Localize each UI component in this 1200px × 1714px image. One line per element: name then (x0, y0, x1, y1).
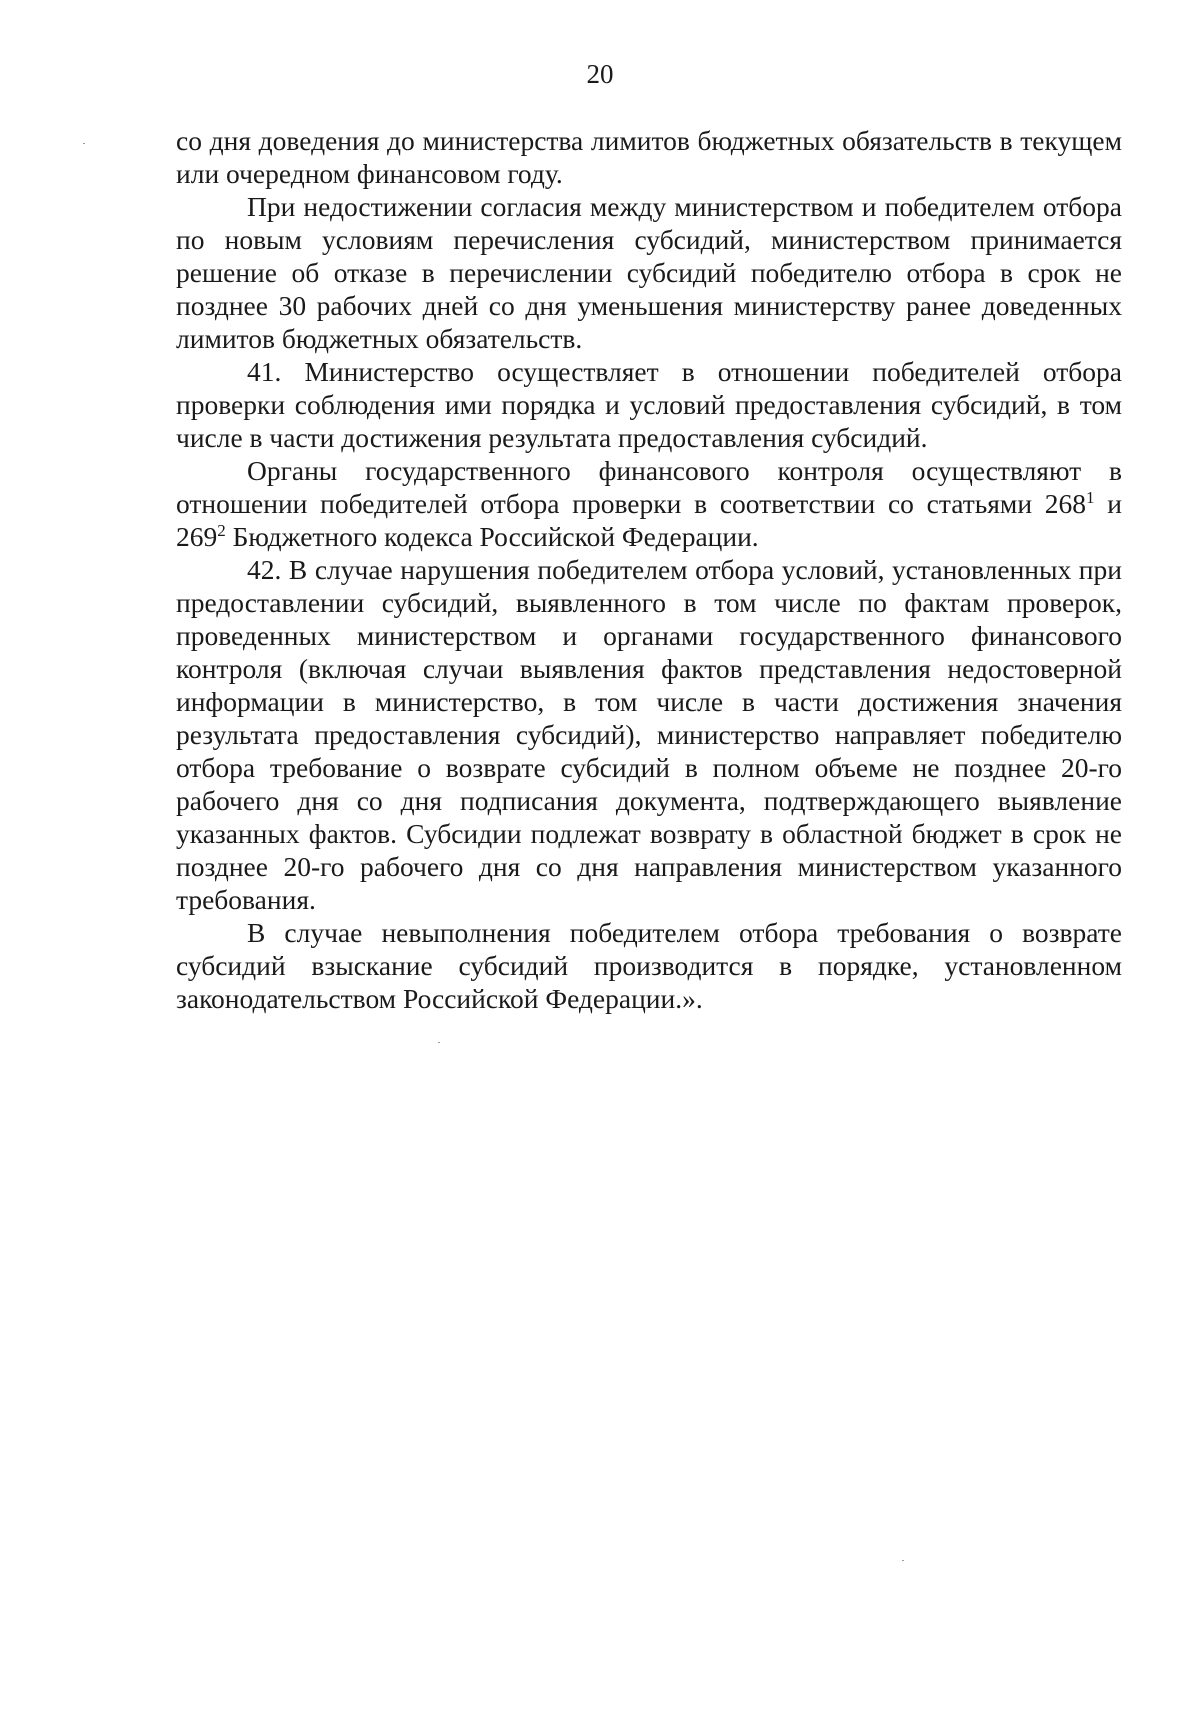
paragraph-41: 41. Министерство осуществляет в отношении победителей отбора проверки соблюдения ими порядка и условий предоставления субсидий, в том числе в части достижения результата предоставления субсидий. (176, 356, 1122, 453)
scan-speck (902, 1560, 904, 1561)
superscript-2: 2 (217, 520, 226, 540)
paragraph-42: 42. В случае нарушения победителем отбора условий, установленных при предоставлении субсидий, выявленного в том числе по фактам проверок, проведенных министерством и органами государственного финансового контроля (включая случаи выявления фактов представления недостоверной информации в министерство, в том числе в части достижения значения результата предоставления субсидий), министерство направляет победителю отбора требование о возврате субсидий в полном объеме не позднее 20-го рабочего дня со дня подписания документа, подтверждающего выявление указанных фактов. Субсидии подлежат возврату в областной бюджет в срок не позднее 20-го рабочего дня со дня направления министерством указанного требования. (176, 554, 1122, 915)
scan-speck (83, 143, 85, 144)
paragraph-enforcement: В случае невыполнения победителем отбора требования о возврате субсидий взыскание субсидий производится в порядке, установленном законодательством Российской Федерации.». (176, 917, 1122, 1014)
paragraph-financial-control (176, 454, 1122, 553)
page-number: 20 (586, 59, 614, 89)
paragraph-continuation: со дня доведения до министерства лимитов бюджетных обязательств в текущем или очередном финансовом году. (176, 125, 1122, 189)
paragraph-financial-control-text-3: Бюджетного кодекса Российской Федерации. (225, 521, 759, 552)
scan-speck (438, 1042, 440, 1043)
paragraph-financial-control-text-1: Органы государственного финансового контроля осуществляют в отношении победителей отбора проверки в соответствии со статьями 268 (176, 455, 1122, 519)
paragraph-disagreement: При недостижении согласия между министерством и победителем отбора по новым условиям перечисления субсидий, министерством принимается решение об отказе в перечислении субсидий победителю отбора в срок не позднее 30 рабочих дней со дня уменьшения министерству ранее доведенных лимитов бюджетных обязательств. (176, 191, 1122, 354)
document-body (176, 124, 1122, 1015)
superscript-1: 1 (1086, 487, 1095, 507)
paragraph-financial-control-text-2: и 269 (176, 488, 1122, 552)
